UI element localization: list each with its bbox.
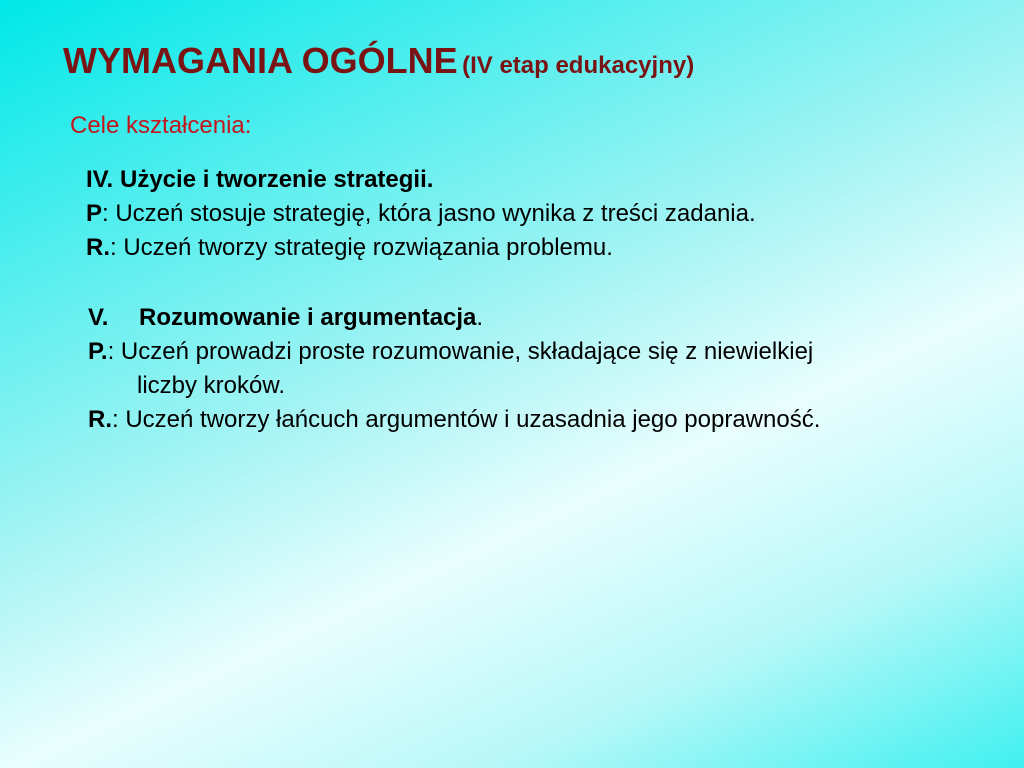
- requirement-text: : Uczeń stosuje strategię, która jasno wynika z treści zadania.: [102, 200, 756, 227]
- requirement-text: : Uczeń tworzy strategię rozwiązania problemu.: [110, 234, 613, 261]
- section-heading-suffix: .: [476, 304, 484, 331]
- title-subtitle: (IV etap edukacyjny): [462, 52, 695, 79]
- requirement-continuation: liczby kroków.: [137, 372, 286, 399]
- section-heading: [86, 163, 756, 197]
- section-heading: [88, 301, 820, 335]
- section-label: Cele kształcenia:: [70, 112, 252, 139]
- section-heading-text: Rozumowanie i argumentacja: [139, 304, 477, 331]
- requirement-label: R.: [88, 406, 112, 433]
- requirement-text: : Uczeń prowadzi proste rozumowanie, składające się z niewielkiej: [107, 338, 814, 365]
- section-number: V.: [88, 304, 109, 331]
- requirement-extended: [86, 231, 756, 265]
- requirement-label: R.: [86, 234, 110, 261]
- requirement-extended: [88, 403, 820, 437]
- requirement-label: P.: [88, 338, 108, 365]
- title-main: WYMAGANIA OGÓLNE: [63, 40, 458, 81]
- slide-title: [63, 40, 694, 82]
- requirement-text: : Uczeń tworzy łańcuch argumentów i uzasadnia jego poprawność.: [112, 406, 821, 433]
- requirement-basic: [88, 335, 820, 369]
- requirement-label: P: [86, 200, 103, 227]
- section-number: IV.: [86, 166, 114, 193]
- requirement-basic: [86, 197, 756, 231]
- section-strategy: [86, 163, 756, 265]
- section-heading-text: Użycie i tworzenie strategii.: [120, 166, 434, 193]
- section-reasoning: [88, 301, 820, 437]
